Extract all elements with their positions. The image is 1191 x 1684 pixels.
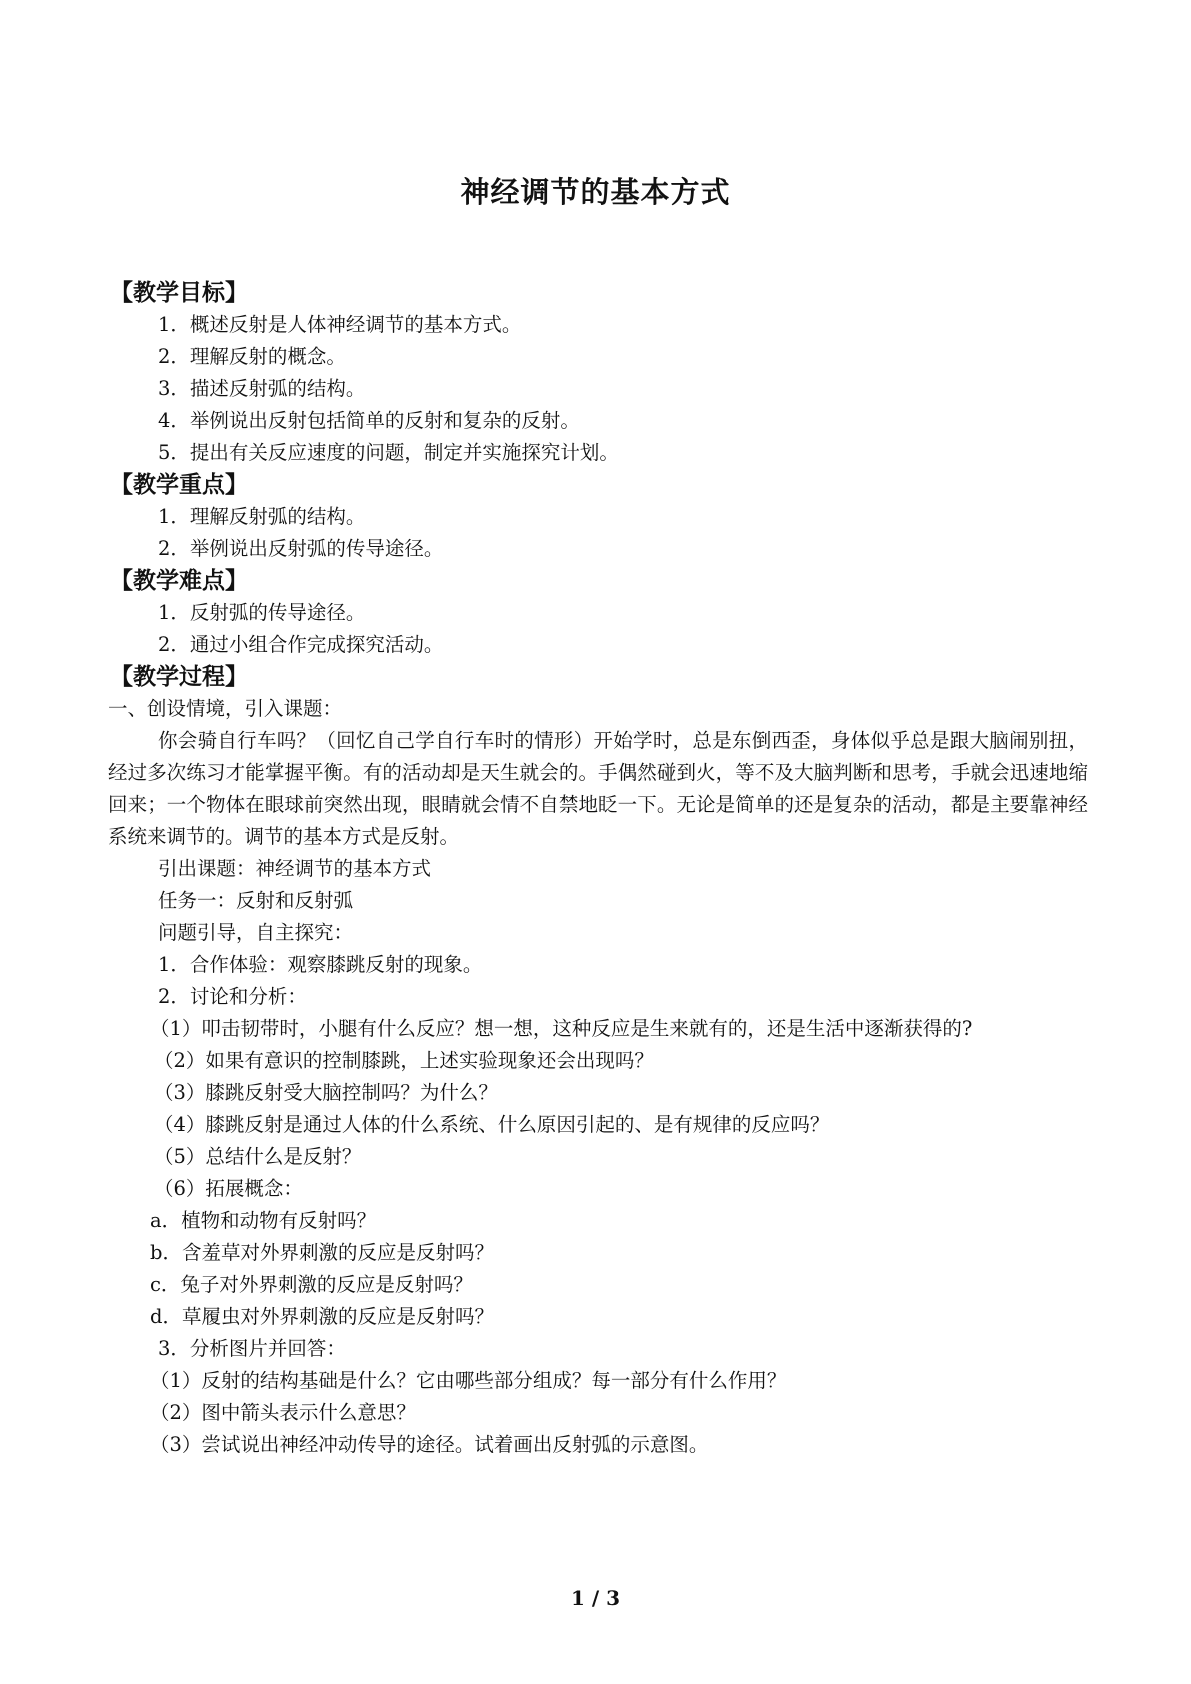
objective-item: 4．举例说出反射包括简单的反射和复杂的反射。 bbox=[158, 409, 580, 432]
section-heading-key-points: 【教学重点】 bbox=[110, 472, 248, 498]
difficulty-item: 1．反射弧的传导途径。 bbox=[158, 601, 366, 624]
intro-paragraph: 你会骑自行车吗？（回忆自己学自行车时的情形）开始学时，总是东倒西歪，身体似乎总是跟大脑闹别扭，经过多次练习才能掌握平衡。有的活动却是天生就会的。手偶然碰到火，等不及大脑判断和思考，手就会迅速地缩回来；一个物体在眼球前突然出现，眼睛就会情不自禁地眨一下。无论是简单的还是复杂的活动，都是主要靠神经系统来调节的。调节的基本方式是反射。 bbox=[108, 729, 1088, 848]
question-item: （2）图中箭头表示什么意思？ bbox=[150, 1401, 416, 1424]
experiment-item: 1．合作体验：观察膝跳反射的现象。 bbox=[158, 953, 483, 976]
question-item: （5）总结什么是反射？ bbox=[154, 1145, 362, 1168]
lead-topic-line: 引出课题：神经调节的基本方式 bbox=[158, 857, 432, 880]
objective-item: 3．描述反射弧的结构。 bbox=[158, 377, 366, 400]
sub-question-item: b．含羞草对外界刺激的反应是反射吗？ bbox=[150, 1241, 494, 1264]
question-item: （3）尝试说出神经冲动传导的途径。试着画出反射弧的示意图。 bbox=[150, 1433, 709, 1456]
process-step-title: 一、创设情境，引入课题： bbox=[108, 697, 343, 720]
document-title: 神经调节的基本方式 bbox=[460, 175, 731, 209]
section-heading-difficulties: 【教学难点】 bbox=[110, 568, 248, 594]
question-item: （2）如果有意识的控制膝跳，上述实验现象还会出现吗？ bbox=[154, 1049, 654, 1072]
question-item: （1）叩击韧带时，小腿有什么反应？想一想，这种反应是生来就有的，还是生活中逐渐获得的? bbox=[150, 1017, 973, 1040]
sub-question-item: c．兔子对外界刺激的反应是反射吗？ bbox=[150, 1273, 473, 1296]
sub-question-item: d．草履虫对外界刺激的反应是反射吗？ bbox=[150, 1305, 494, 1328]
sub-question-item: a．植物和动物有反射吗？ bbox=[150, 1209, 377, 1232]
difficulty-item: 2．通过小组合作完成探究活动。 bbox=[158, 633, 444, 656]
document-body bbox=[108, 277, 1088, 1461]
objective-item: 5．提出有关反应速度的问题，制定并实施探究计划。 bbox=[158, 441, 619, 464]
question-item: （1）反射的结构基础是什么？它由哪些部分组成？每一部分有什么作用？ bbox=[150, 1369, 787, 1392]
question-item: （3）膝跳反射受大脑控制吗？为什么？ bbox=[154, 1081, 498, 1104]
objective-item: 1．概述反射是人体神经调节的基本方式。 bbox=[158, 313, 522, 336]
experiment-item: 2．讨论和分析： bbox=[158, 985, 307, 1008]
task-line: 任务一：反射和反射弧 bbox=[158, 889, 354, 912]
page-number: 1 / 3 bbox=[570, 1586, 621, 1610]
key-point-item: 1．理解反射弧的结构。 bbox=[158, 505, 366, 528]
objective-item: 2．理解反射的概念。 bbox=[158, 345, 346, 368]
section-heading-objectives: 【教学目标】 bbox=[110, 280, 248, 306]
section-heading-process: 【教学过程】 bbox=[110, 664, 248, 690]
guide-line: 问题引导，自主探究： bbox=[158, 921, 354, 944]
question-item: （4）膝跳反射是通过人体的什么系统、什么原因引起的、是有规律的反应吗？ bbox=[154, 1113, 830, 1136]
experiment-item: 3．分析图片并回答： bbox=[158, 1337, 346, 1360]
question-item: （6）拓展概念： bbox=[154, 1177, 303, 1200]
key-point-item: 2．举例说出反射弧的传导途径。 bbox=[158, 537, 444, 560]
